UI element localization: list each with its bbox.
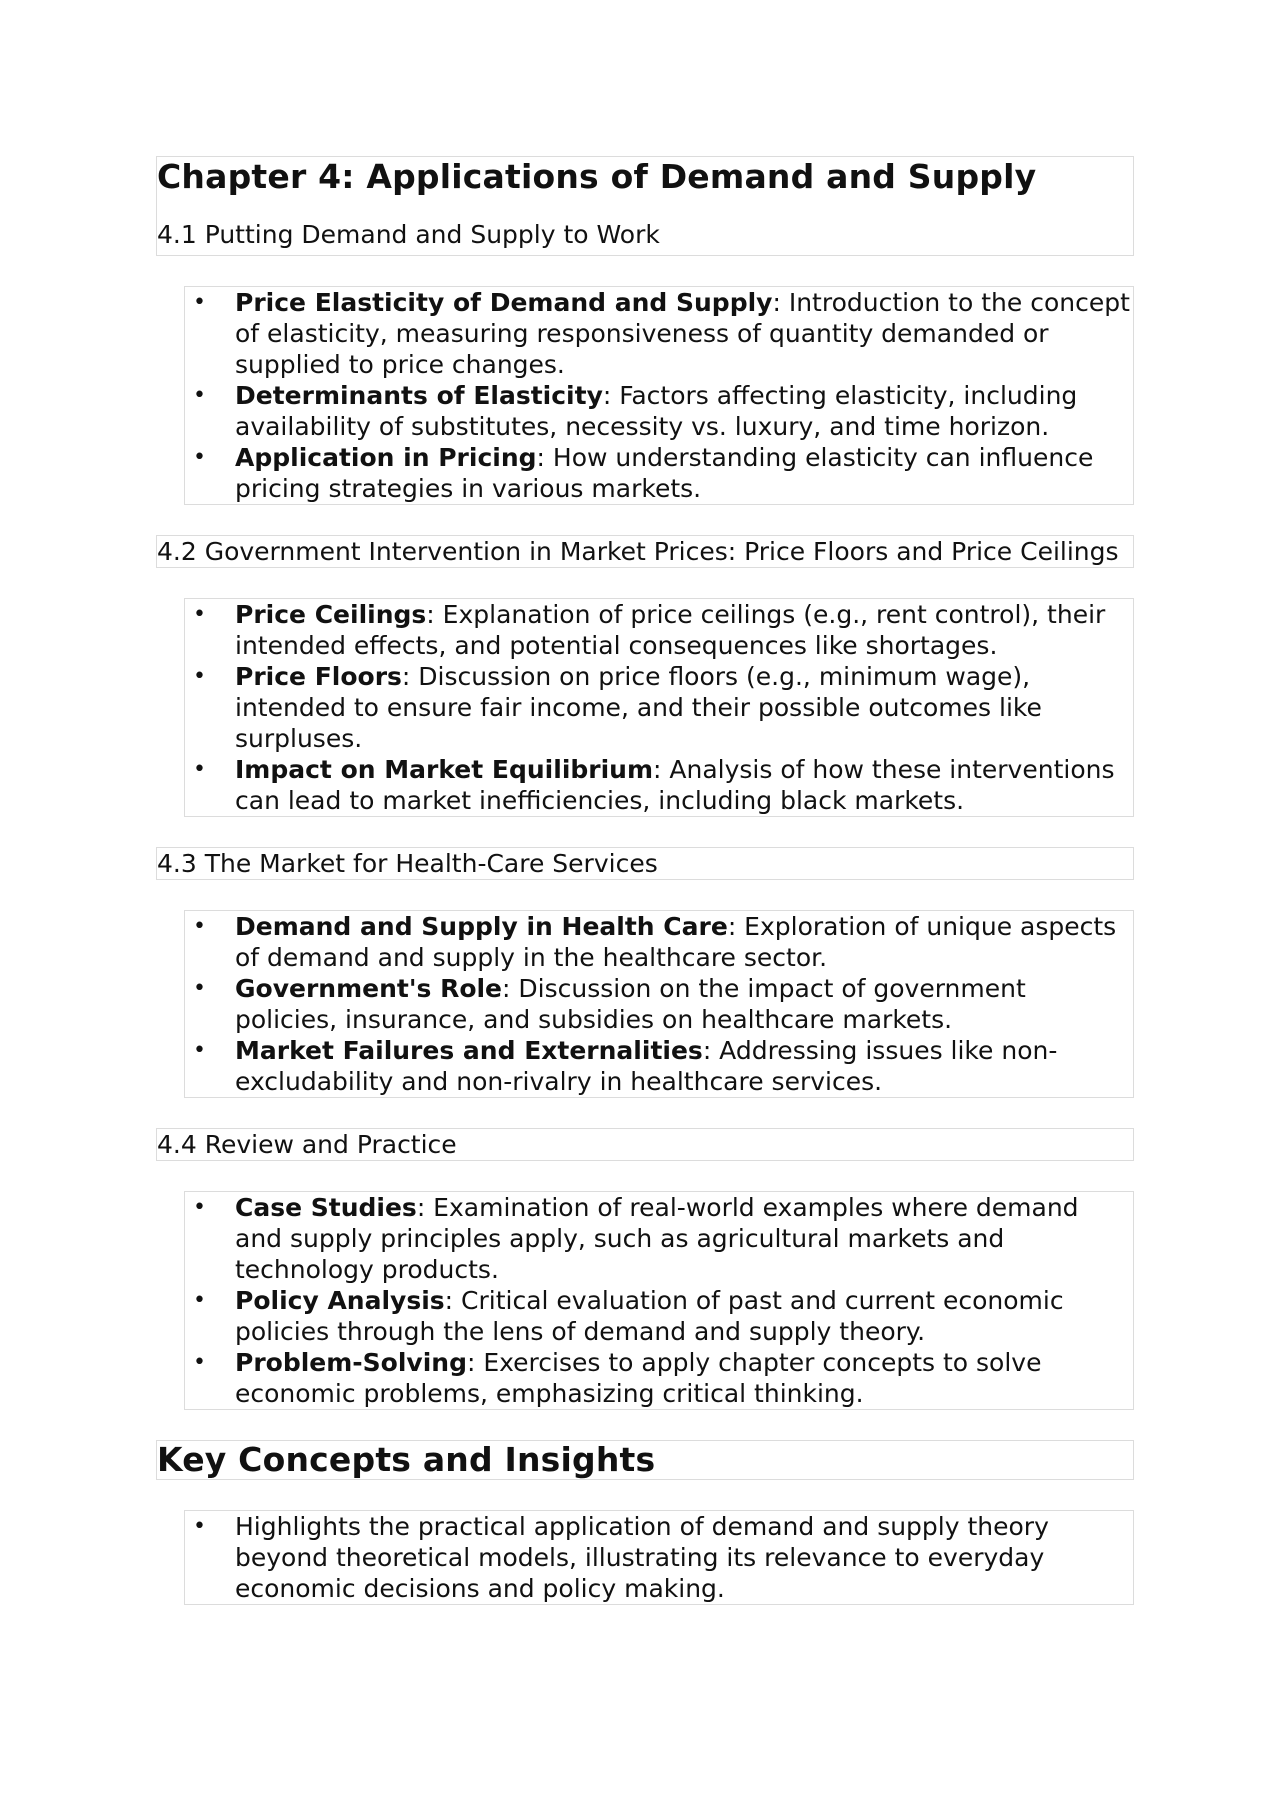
item-text: : How understanding elasticity can influence pricing strategies in various markets.: [235, 443, 1094, 503]
section-heading-4-3: 4.3 The Market for Health-Care Services: [156, 847, 1134, 880]
section-4-2-list: [184, 598, 1134, 817]
item-text: : Explanation of price ceilings (e.g., rent control), their intended effects, and potential consequences like shortages.: [235, 600, 1106, 660]
item-text: : Critical evaluation of past and current economic policies through the lens of demand and supply theory.: [235, 1286, 1064, 1346]
section-heading-4-4: 4.4 Review and Practice: [156, 1128, 1134, 1161]
bullet-list: [185, 1511, 1133, 1604]
list-item: [185, 287, 1133, 380]
list-item: [185, 973, 1133, 1035]
item-term: Price Ceilings: [235, 600, 427, 629]
chapter-title: Chapter 4: Applications of Demand and Supply: [157, 157, 1037, 196]
item-term: Determinants of Elasticity: [235, 381, 603, 410]
bullet-list: [185, 911, 1133, 1097]
item-text: : Factors affecting elasticity, including availability of substitutes, necessity vs. luxury, and time horizon.: [235, 381, 1078, 441]
item-term: Price Elasticity of Demand and Supply: [235, 288, 773, 317]
list-item: [185, 1192, 1133, 1285]
list-item: [185, 1035, 1133, 1097]
section-4-3-list: [184, 910, 1134, 1098]
key-concepts-heading: Key Concepts and Insights: [156, 1440, 1134, 1480]
list-item: [185, 1511, 1133, 1604]
item-term: Government's Role: [235, 974, 503, 1003]
section-heading-4-2: 4.2 Government Intervention in Market Prices: Price Floors and Price Ceilings: [156, 535, 1134, 568]
list-item: [185, 442, 1133, 504]
list-item: [185, 380, 1133, 442]
chapter-header: [156, 156, 1134, 256]
list-item: [185, 1347, 1133, 1409]
item-text: : Analysis of how these interventions can lead to market inefficiencies, including black markets.: [235, 755, 1115, 815]
list-item: [185, 911, 1133, 973]
item-term: Policy Analysis: [235, 1286, 445, 1315]
item-text: : Exercises to apply chapter concepts to solve economic problems, emphasizing critical thinking.: [235, 1348, 1042, 1408]
item-term: Application in Pricing: [235, 443, 537, 472]
item-term: Problem-Solving: [235, 1348, 467, 1377]
section-4-1-list: [184, 286, 1134, 505]
item-term: Demand and Supply in Health Care: [235, 912, 728, 941]
item-term: Market Failures and Externalities: [235, 1036, 703, 1065]
item-term: Impact on Market Equilibrium: [235, 755, 654, 784]
item-text: : Exploration of unique aspects of demand and supply in the healthcare sector.: [235, 912, 1117, 972]
item-text: : Introduction to the concept of elasticity, measuring responsiveness of quantity demanded or supplied to price changes.: [235, 288, 1130, 379]
bullet-list: [185, 287, 1133, 504]
bullet-list: [185, 1192, 1133, 1409]
item-text: : Discussion on the impact of government policies, insurance, and subsidies on healthcare markets.: [235, 974, 1026, 1034]
bullet-list: [185, 599, 1133, 816]
item-text: : Discussion on price floors (e.g., minimum wage), intended to ensure fair income, and their possible outcomes like surpluses.: [235, 662, 1042, 753]
item-text: : Examination of real-world examples where demand and supply principles apply, such as agricultural markets and technology products.: [235, 1193, 1079, 1284]
item-term: Price Floors: [235, 662, 402, 691]
key-concepts-list: [184, 1510, 1134, 1605]
section-4-4-list: [184, 1191, 1134, 1410]
list-item: [185, 1285, 1133, 1347]
list-item: [185, 754, 1133, 816]
section-heading-4-1: 4.1 Putting Demand and Supply to Work: [157, 220, 660, 249]
item-text: : Addressing issues like non-excludability and non-rivalry in healthcare services.: [235, 1036, 1058, 1096]
item-text: Highlights the practical application of demand and supply theory beyond theoretical models, illustrating its relevance to everyday economic decisions and policy making.: [235, 1512, 1049, 1603]
item-term: Case Studies: [235, 1193, 417, 1222]
document-page: [156, 156, 1134, 1635]
list-item: [185, 661, 1133, 754]
list-item: [185, 599, 1133, 661]
